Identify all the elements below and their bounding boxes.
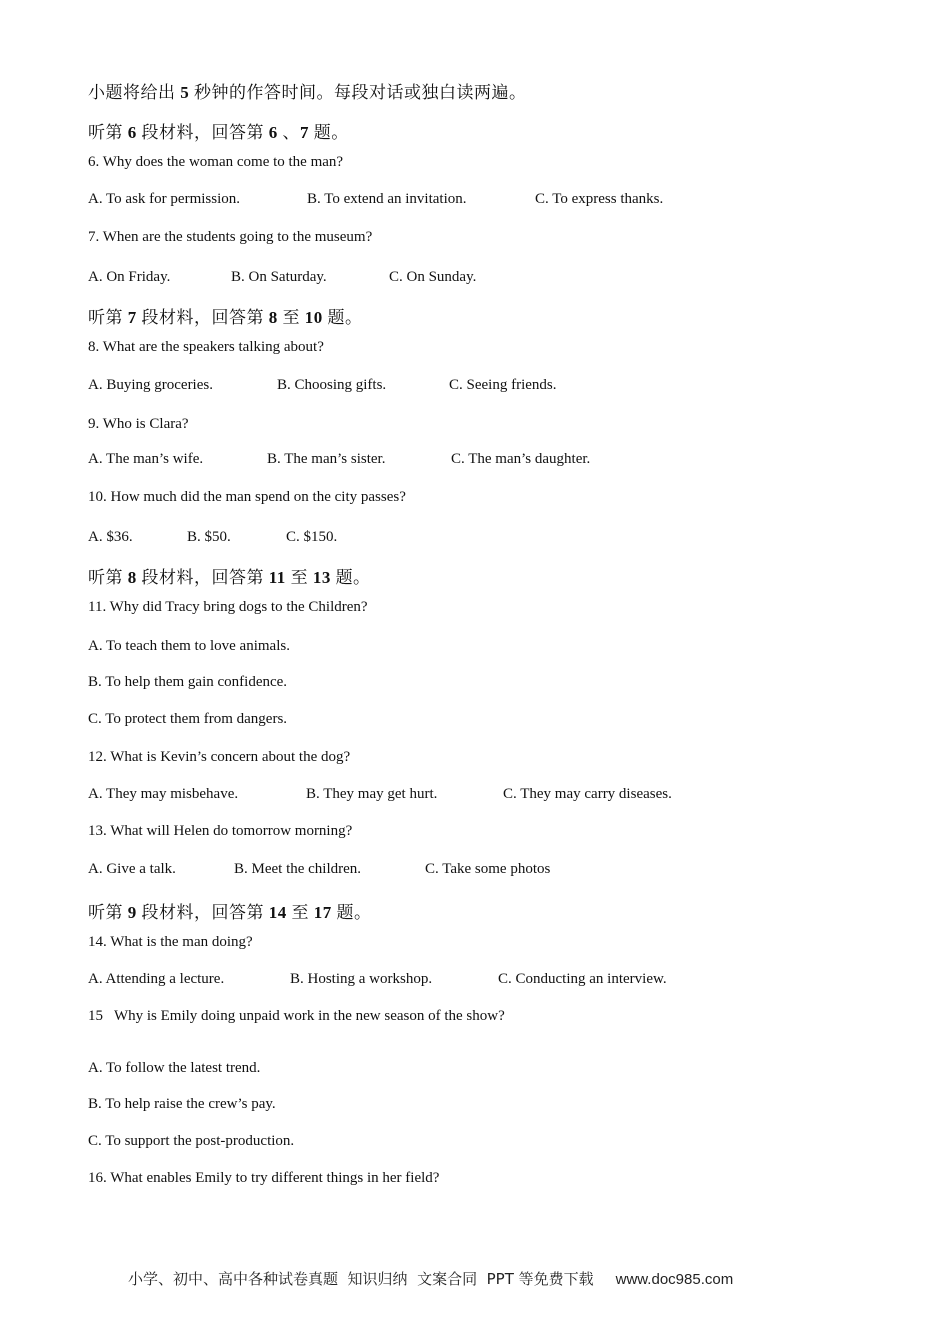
option-b: B. Hosting a workshop. — [290, 971, 433, 987]
option-15-b: B. To help raise the crew’s pay. — [88, 1096, 276, 1112]
options-7 — [88, 269, 476, 286]
option-a: A. The man’s wife. — [88, 451, 204, 467]
option-11-b: B. To help them gain confidence. — [88, 674, 288, 690]
section-heading-9: 听第 9 段材料，回答第 14 至 17 题。 — [88, 903, 372, 922]
question-6: 6. Why does the woman come to the man? — [88, 154, 344, 170]
question-12: 12. What is Kevin’s concern about the dog? — [88, 749, 351, 765]
option-b: B. To extend an invitation. — [307, 191, 467, 207]
page-footer — [128, 1268, 733, 1289]
option-c: C. The man’s daughter. — [451, 451, 591, 467]
footer-text: 小学、初中、高中各种试卷真题 知识归纳 文案合同 PPT 等免费下载 — [128, 1270, 594, 1288]
options-9 — [88, 451, 590, 468]
question-7: 7. When are the students going to the museum? — [88, 229, 373, 245]
option-c: C. On Sunday. — [389, 269, 477, 285]
instruction-text: 小题将给出 5 秒钟的作答时间。每段对话或独白读两遍。 — [88, 83, 527, 102]
option-b: B. Choosing gifts. — [277, 377, 387, 393]
option-b: B. The man’s sister. — [267, 451, 386, 467]
section-heading-8: 听第 8 段材料，回答第 11 至 13 题。 — [88, 568, 371, 587]
options-6 — [88, 191, 663, 208]
option-a: A. On Friday. — [88, 269, 171, 285]
question-10: 10. How much did the man spend on the city passes? — [88, 489, 406, 505]
option-b: B. They may get hurt. — [306, 786, 438, 802]
options-14 — [88, 971, 667, 988]
option-15-a: A. To follow the latest trend. — [88, 1060, 261, 1076]
option-11-c: C. To protect them from dangers. — [88, 711, 288, 727]
option-b: B. $50. — [187, 529, 231, 545]
option-c: C. Take some photos — [425, 861, 551, 877]
option-b: B. Meet the children. — [234, 861, 362, 877]
section-heading-6: 听第 6 段材料，回答第 6 、7 题。 — [88, 123, 349, 142]
option-c: C. To express thanks. — [535, 191, 664, 207]
question-15: 15 Why is Emily doing unpaid work in the new season of the show? — [88, 1008, 505, 1024]
question-11: 11. Why did Tracy bring dogs to the Children? — [88, 599, 368, 615]
option-a: A. Attending a lecture. — [88, 971, 225, 987]
option-c: C. Conducting an interview. — [498, 971, 667, 987]
options-12 — [88, 786, 672, 803]
options-13 — [88, 861, 550, 878]
options-10 — [88, 529, 337, 546]
option-a: A. Buying groceries. — [88, 377, 213, 393]
option-a: A. To ask for permission. — [88, 191, 240, 207]
option-c: C. $150. — [286, 529, 338, 545]
question-9: 9. Who is Clara? — [88, 416, 189, 432]
question-14: 14. What is the man doing? — [88, 934, 253, 950]
option-11-a: A. To teach them to love animals. — [88, 638, 290, 654]
footer-url[interactable]: www.doc985.com — [615, 1271, 734, 1288]
question-16: 16. What enables Emily to try different things in her field? — [88, 1170, 440, 1186]
question-8: 8. What are the speakers talking about? — [88, 339, 324, 355]
section-heading-7: 听第 7 段材料，回答第 8 至 10 题。 — [88, 308, 363, 327]
option-a: A. Give a talk. — [88, 861, 176, 877]
option-a: A. $36. — [88, 529, 133, 545]
option-b: B. On Saturday. — [231, 269, 327, 285]
option-15-c: C. To support the post-production. — [88, 1133, 295, 1149]
question-13: 13. What will Helen do tomorrow morning? — [88, 823, 353, 839]
options-8 — [88, 377, 556, 394]
option-a: A. They may misbehave. — [88, 786, 239, 802]
option-c: C. Seeing friends. — [449, 377, 557, 393]
option-c: C. They may carry diseases. — [503, 786, 672, 802]
